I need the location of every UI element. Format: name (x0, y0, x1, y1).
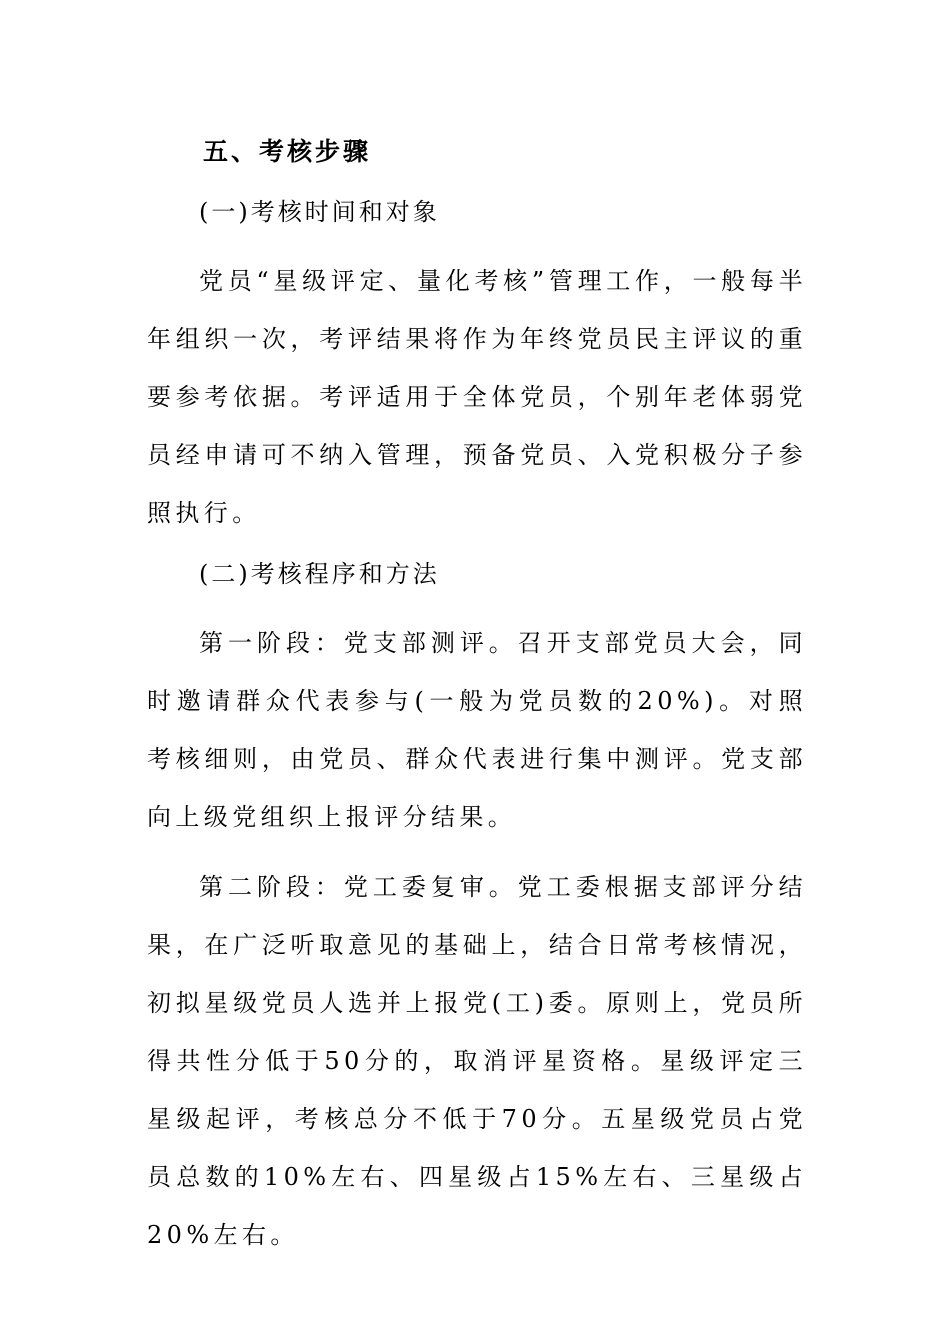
document-body (147, 132, 807, 1264)
paragraph-time-and-target: 党员“星级评定、量化考核”管理工作，一般每半年组织一次，考评结果将作为年终党员民主评议的重要参考依据。考评适用于全体党员，个别年老体弱党员经申请可不纳入管理，预备党员、入党积极分子参照执行。 (147, 267, 807, 527)
subsection-heading-time-and-target: (一)考核时间和对象 (199, 198, 440, 226)
paragraph-stage-two: 第二阶段：党工委复审。党工委根据支部评分结果，在广泛听取意见的基础上，结合日常考核情况，初拟星级党员人选并上报党(工)委。原则上，党员所得共性分低于50分的，取消评星资格。星级评定三星级起评，考核总分不低于70分。五星级党员占党员总数的10%左右、四星级占15%左右、三星级占20%左右。 (147, 873, 807, 1249)
subsection-heading-procedure-and-method: (二)考核程序和方法 (199, 560, 440, 588)
section-heading: 五、考核步骤 (203, 137, 372, 166)
paragraph-stage-one: 第一阶段：党支部测评。召开支部党员大会，同时邀请群众代表参与(一般为党员数的20%)。对照考核细则，由党员、群众代表进行集中测评。党支部向上级党组织上报评分结果。 (147, 629, 807, 831)
